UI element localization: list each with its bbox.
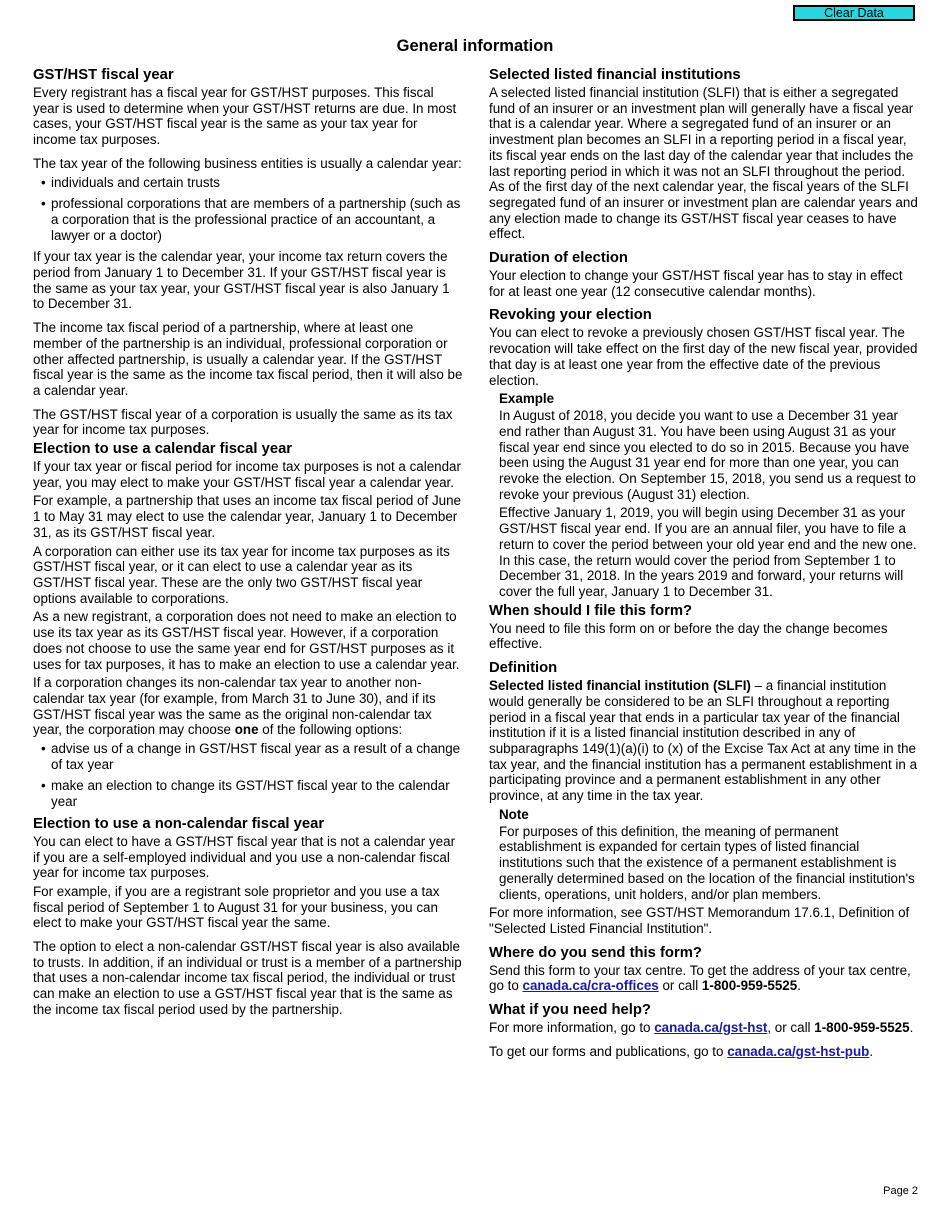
paragraph: A corporation can either use its tax year for income tax purposes as its GST/HST fiscal year, or it can elect to use a calendar year as its GST/HST fiscal year. These are the only two GST/HST fiscal year options available to corporations.: [33, 543, 450, 606]
text-run: To get our forms and publications, go to: [489, 1043, 728, 1059]
paragraph: For example, if you are a registrant sole proprietor and you use a tax fiscal period of September 1 to August 31 for your business, you can elect to make your GST/HST fiscal year the same.: [33, 883, 440, 931]
bullet-list: [33, 741, 463, 810]
list-item: • make an election to change its GST/HST fiscal year to the calendar year: [33, 778, 463, 809]
text-run: .: [869, 1043, 874, 1059]
section-heading-definition: Definition: [489, 660, 558, 677]
paragraph: As a new registrant, a corporation does not need to make an election to use its tax year as its GST/HST fiscal year. However, if a corporation does not choose to use the same year end for GST/HST purposes as it uses for tax purposes, it has to make an election to use a calendar year.: [33, 609, 460, 672]
paragraph: The tax year of the following business entities is usually a calendar year:: [33, 155, 462, 171]
paragraph: [489, 1044, 921, 1060]
right-column: [489, 67, 921, 1067]
paragraph: [33, 675, 463, 738]
note-heading: Note: [499, 806, 529, 822]
page-title: General information: [396, 37, 554, 55]
paragraph: If your tax year is the calendar year, your income tax return covers the period from January 1 to December 31. If your GST/HST fiscal year is the same as your tax year, your GST/HST fiscal year is also January 1 to December 31.: [33, 249, 450, 312]
section-heading-slfi: Selected listed financial institutions: [489, 67, 741, 83]
section-heading-calendar-election: Election to use a calendar fiscal year: [33, 441, 293, 458]
paragraph: For example, a partnership that uses an income tax fiscal period of June 1 to May 31 may elect to use the calendar year, January 1 to December 31, as its GST/HST fiscal year.: [33, 493, 461, 540]
section-heading-fiscal-year: GST/HST fiscal year: [33, 67, 174, 83]
list-item: • professional corporations that are members of a partnership (such as a corporation that is the professional practice of an accountant, a lawyer or a doctor): [33, 196, 463, 243]
list-item: • advise us of a change in GST/HST fiscal year as a result of a change of tax year: [33, 741, 463, 772]
section-heading-help: What if you need help?: [489, 1002, 651, 1019]
paragraph: For more information, see GST/HST Memorandum 17.6.1, Definition of "Selected Listed Financial Institution".: [489, 905, 910, 936]
paragraph: You can elect to have a GST/HST fiscal year that is not a calendar year if you are a self-employed individual and you use a non-calendar fiscal year for income tax purposes.: [33, 833, 456, 881]
emphasis: one: [234, 722, 259, 738]
paragraph: The income tax fiscal period of a partnership, where at least one member of the partnership is an individual, professional corporation or other affected partnership, is usually a calendar year. If the GST/HST fiscal year is the same as the income tax fiscal period, then it will also be a calendar year.: [33, 320, 463, 398]
paragraph: In August of 2018, you decide you want to use a December 31 year end rather than August 31. You have been using August 31 as your fiscal year end since you elected to do so in 2015. Because you have been using the August 31 year end for more than one year, you can revoke the election. On September 15, 2018, you send us a request to revoke your previous (August 31) election.: [499, 408, 916, 502]
paragraph: Your election to change your GST/HST fiscal year has to stay in effect for at least one year (12 consecutive calendar months).: [489, 268, 903, 299]
paragraph: For purposes of this definition, the meaning of permanent establishment is expanded for certain types of listed financial institutions such that the existence of a permanent establishment is generally determined based on the location of the financial institution's clients, operations, unit holders, and/or plan members.: [499, 823, 915, 902]
phone-number: 1-800-959-5525: [701, 978, 798, 994]
page-number: Page 2: [883, 1185, 918, 1197]
section-heading-duration: Duration of election: [489, 250, 628, 267]
text-run: .: [909, 1020, 914, 1036]
paragraph: Every registrant has a fiscal year for GST/HST purposes. This fiscal year is used to determine when your GST/HST returns are due. In most cases, your GST/HST fiscal year is the same as your tax year for income tax purposes.: [33, 85, 457, 148]
paragraph: The GST/HST fiscal year of a corporation is usually the same as its tax year for income tax purposes.: [33, 406, 453, 438]
paragraph: A selected listed financial institution (SLFI) that is either a segregated fund of an insurer or an investment plan will generally have a fiscal year that is a calendar year. Where a segregated fund of an insurer or an investment plan becomes an SLFI in a reporting period in a fiscal year, its fiscal year ends on the last day of the calendar year that includes the last reporting period in which it was not an SLFI throughout the period. As of the first day of the next calendar year, the fiscal years of the SLFI segregated fund of an insurer or investment plan are calendar years and any election made to change its GST/HST fiscal year ceases to have effect.: [489, 85, 918, 242]
text-run: or call: [658, 978, 702, 994]
text-run: .: [797, 978, 801, 994]
gst-hst-pub-link[interactable]: canada.ca/gst-hst-pub: [727, 1043, 870, 1059]
paragraph: You can elect to revoke a previously chosen GST/HST fiscal year. The revocation will take effect on the first day of the new fiscal year, provided that day is at least one year from the effective date of the previous election.: [489, 325, 918, 388]
paragraph: The option to elect a non-calendar GST/HST fiscal year is also available to trusts. In addition, if an individual or trust is a member of a partnership that uses a non-calendar income tax fiscal period, the individual or trust can make an election to use a GST/HST fiscal year that is the same as the income tax fiscal period used by the partnership.: [33, 939, 462, 1017]
text-run: – a financial institution would generally be considered to be an SLFI throughout a reporting period in a fiscal year that ends in a particular tax year of the financial institution if it is a listed financial institution described in any of subparagraphs 149(1)(a)(i) to (x) of the Excise Tax Act at any time in the tax year, and the financial institution has a permanent establishment in a participating province and a permanent establishment in any other province, at any time in the tax year.: [489, 678, 918, 804]
example-box: [499, 391, 921, 599]
text-run: of the following options:: [258, 722, 403, 738]
paragraph: You need to file this form on or before the day the change becomes effective.: [489, 620, 888, 652]
paragraph: [489, 1020, 921, 1036]
paragraph: If your tax year or fiscal period for income tax purposes is not a calendar year, you may elect to make your GST/HST fiscal year a calendar year.: [33, 459, 461, 490]
paragraph: [489, 963, 921, 994]
section-heading-where-send: Where do you send this form?: [489, 944, 702, 961]
bullet-list: [33, 175, 463, 244]
definition-term: Selected listed financial institution (SLFI): [489, 678, 751, 694]
clear-data-button[interactable]: Clear Data: [793, 5, 915, 21]
text-run: If a corporation changes its non-calendar tax year to another non-calendar tax year (for example, from March 31 to June 30), and if its GST/HST fiscal year was the same as the original non-calendar tax year, the corporation may choose: [33, 675, 436, 738]
list-item: • individuals and certain trusts: [33, 175, 463, 191]
section-heading-non-calendar-election: Election to use a non-calendar fiscal year: [33, 815, 325, 832]
paragraph: Effective January 1, 2019, you will begin using December 31 as your GST/HST fiscal year end. If you are an annual filer, you have to file a return to cover the period between your old year end and the new one. In this case, the return would cover the period from September 1 to December 31, 2018. In the years 2019 and forward, your returns will cover the full year, January 1 to December 31.: [499, 505, 917, 599]
text-run: , or call: [767, 1020, 815, 1036]
note-box: [499, 807, 921, 903]
left-column: [33, 67, 463, 1026]
section-heading-when-file: When should I file this form?: [489, 602, 693, 619]
gst-hst-link[interactable]: canada.ca/gst-hst: [654, 1020, 768, 1036]
phone-number: 1-800-959-5525: [814, 1020, 910, 1036]
section-heading-revoking: Revoking your election: [489, 307, 652, 324]
example-heading: Example: [499, 391, 555, 407]
text-run: Send this form to your tax centre. To get the address of your tax centre, go to: [489, 962, 911, 994]
cra-offices-link[interactable]: canada.ca/cra-offices: [522, 978, 659, 994]
paragraph: [489, 678, 921, 804]
text-run: For more information, go to: [489, 1020, 655, 1036]
